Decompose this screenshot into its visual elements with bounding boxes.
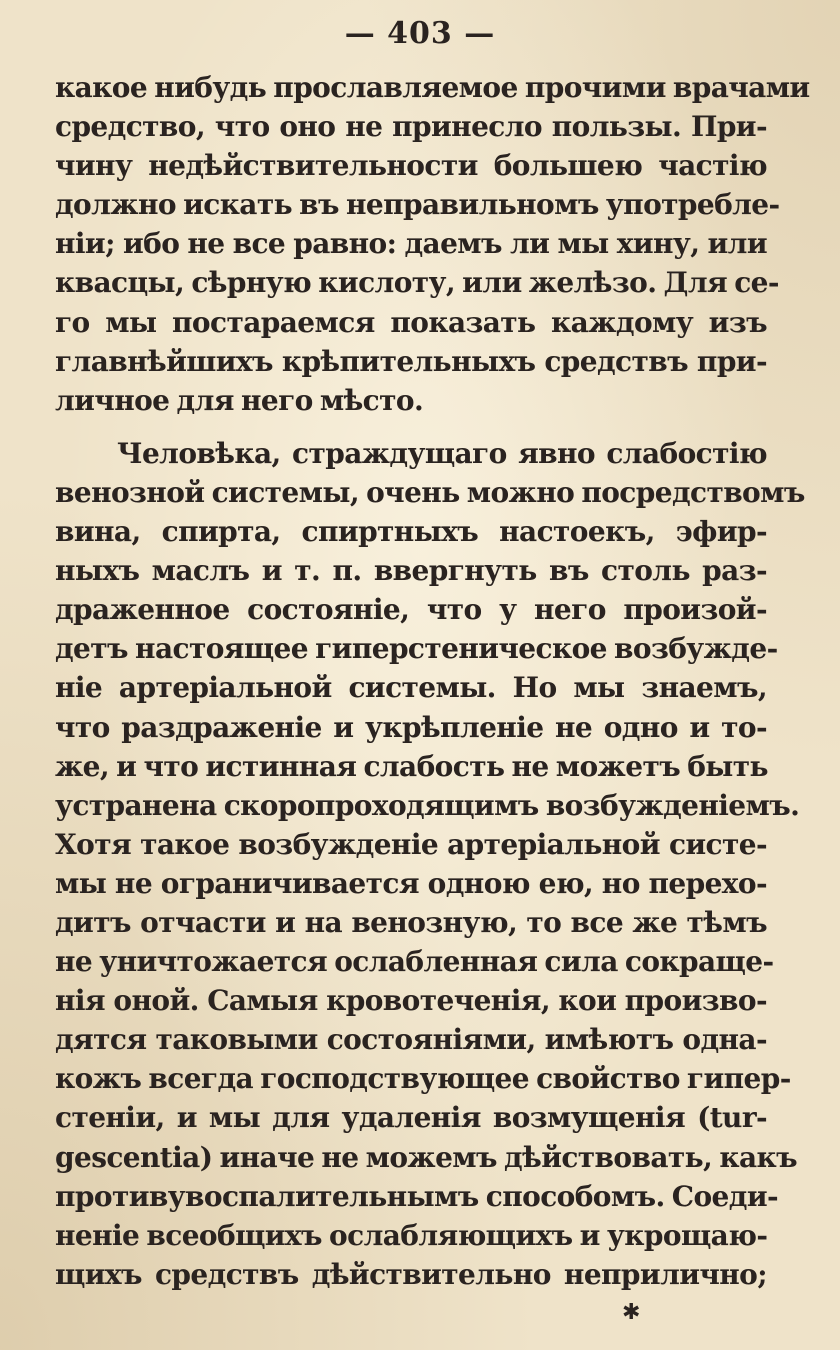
text-line: какое нибудь прославляемое прочими врачами — [55, 71, 810, 104]
text-line: драженное состоянiе, что у него произой- — [55, 593, 767, 627]
text-line: чину недѣйствительности большею частiю — [55, 149, 767, 183]
body-text — [55, 68, 810, 1294]
text-line: дитъ отчасти и на венозную, то все же тѣмъ — [55, 905, 767, 939]
signature-mark: ✱ — [622, 1300, 641, 1325]
text-line: нiи; ибо не все равно: даемъ ли мы хину, или — [55, 227, 767, 261]
text-line: средство, что оно не принесло пользы. При- — [55, 110, 767, 144]
text-line: мы не ограничивается одною ею, но перехо- — [55, 866, 767, 900]
text-line: нiя оной. Самыя кровотеченiя, кои произво- — [55, 984, 767, 1018]
text-line: противувоспалительнымъ способомъ. Соеди- — [55, 1179, 779, 1213]
text-line: Хотя такое возбужденiе артерiальной систе- — [55, 827, 767, 861]
text-line: же, и что истинная слабость не можетъ быть — [55, 749, 768, 783]
text-line: главнѣйшихъ крѣпительныхъ средствъ при- — [55, 344, 767, 378]
text-line: Человѣка, страждущаго явно слабостiю — [117, 436, 767, 470]
text-line: щихъ средствъ дѣйствительно неприлично; — [55, 1257, 767, 1291]
text-line: устранена скоропроходящимъ возбужденiемъ. — [55, 788, 800, 822]
text-line: го мы постараемся показать каждому изъ — [55, 305, 767, 339]
text-line: вина, спирта, спиртныхъ настоекъ, эфир- — [55, 515, 767, 549]
text-line: нiе артерiальной системы. Но мы знаемъ, — [55, 671, 767, 705]
text-line: дятся таковыми состоянiями, имѣютъ одна- — [55, 1023, 767, 1057]
text-line: детъ настоящее гиперстеническое возбужде- — [55, 632, 778, 666]
page-number-header: — 403 — — [344, 16, 496, 51]
text-line: ненiе всеобщихъ ослабляющихъ и укрощаю- — [55, 1218, 768, 1252]
paragraph-1 — [55, 68, 810, 420]
text-line: должно искать въ неправильномъ употребле- — [55, 188, 780, 222]
text-line: не уничтожается ослабленная сила сокраще- — [55, 945, 774, 979]
text-line: кожъ всегда господствующее свойство гипер- — [55, 1062, 791, 1096]
text-line: gescentia) иначе не можемъ дѣйствовать, какъ — [55, 1140, 797, 1174]
text-line: ныхъ маслъ и т. п. ввергнуть въ столь раз- — [55, 554, 767, 588]
text-line: венозной системы, очень можно посредствомъ — [55, 475, 805, 509]
text-line: что раздраженiе и укрѣпленiе не одно и то- — [55, 710, 767, 744]
text-line: стенiи, и мы для удаленiя возмущенiя (tur- — [55, 1101, 767, 1135]
text-line: личное для него мѣсто. — [55, 383, 424, 417]
text-line: квасцы, сѣрную кислоту, или желѣзо. Для се- — [55, 266, 779, 300]
paragraph-2 — [55, 434, 805, 1294]
